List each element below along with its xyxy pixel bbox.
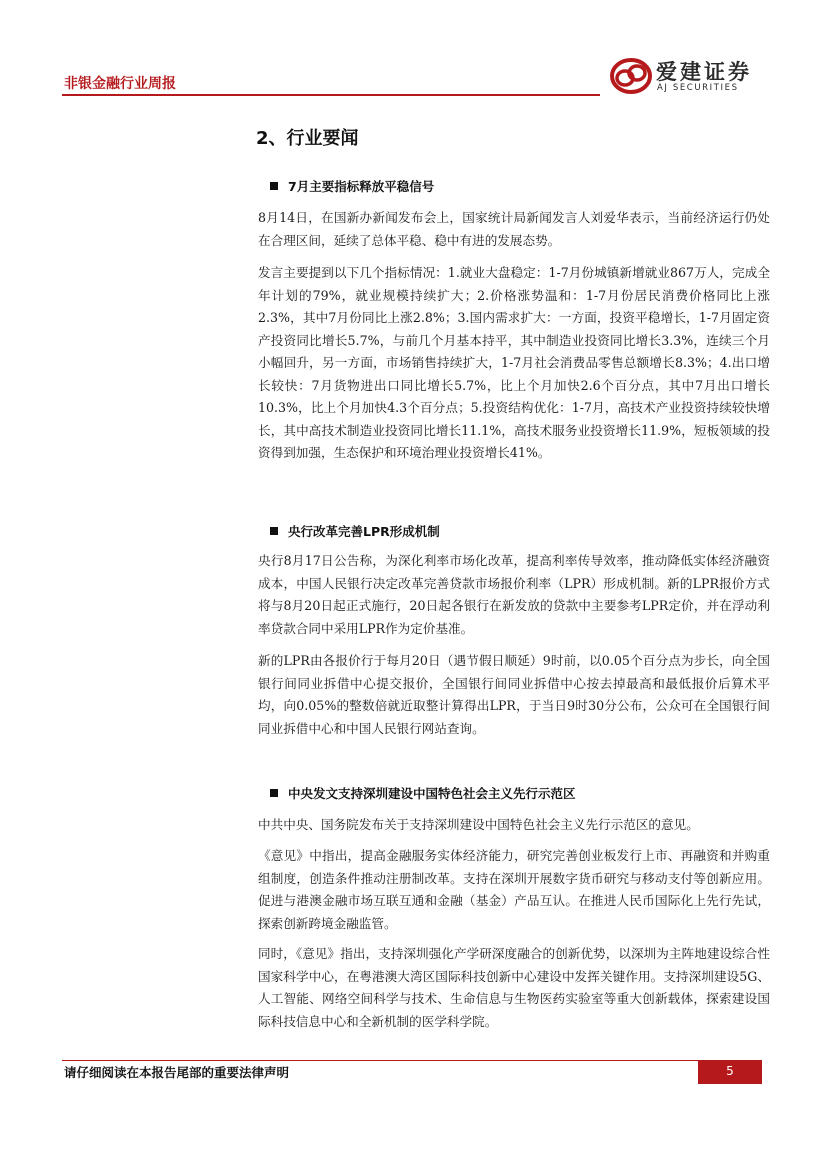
page-number-badge bbox=[698, 1060, 762, 1084]
news-paragraph: 新的LPR由各报价行于每月20日（遇节假日顺延）9时前，以0.05个百分点为步长，向全国银行间同业拆借中心提交报价，全国银行间同业拆借中心按去掉最高和最低报价后算术平均，向0.05%的整数倍就近取整计算得出LPR，于当日9时30分公布，公众可在全国银行间同业拆借中心和中国人民银行网站查询。 bbox=[258, 653, 770, 736]
news-heading-text: 央行改革完善LPR形成机制 bbox=[288, 524, 440, 539]
report-type-title: 非银金融行业周报 bbox=[64, 76, 176, 92]
news-heading-text: 中央发文支持深圳建设中国特色社会主义先行示范区 bbox=[288, 786, 576, 801]
square-bullet-icon bbox=[270, 182, 278, 190]
square-bullet-icon bbox=[270, 789, 278, 797]
news-heading-3 bbox=[270, 784, 576, 802]
brand-name-cn: 爱建证券 bbox=[656, 60, 752, 84]
legal-disclaimer: 请仔细阅读在本报告尾部的重要法律声明 bbox=[64, 1065, 290, 1080]
page-number: 5 bbox=[726, 1064, 734, 1078]
section-title: 2、行业要闻 bbox=[256, 128, 359, 149]
footer-divider bbox=[62, 1060, 762, 1061]
header-divider bbox=[62, 94, 600, 96]
news-paragraph: 央行8月17日公告称，为深化利率市场化改革，提高利率传导效率，推动降低实体经济融资成本，中国人民银行决定改革完善贷款市场报价利率（LPR）形成机制。新的LPR报价方式将与8月20日起正式施行，20日起各银行在新发放的贷款中主要参考LPR定价，并在浮动利率贷款合同中采用LPR作为定价基准。 bbox=[258, 553, 770, 636]
news-paragraph: 8月14日，在国新办新闻发布会上，国家统计局新闻发言人刘爱华表示，当前经济运行仍处在合理区间，延续了总体平稳、稳中有进的发展态势。 bbox=[258, 210, 770, 248]
news-heading-2 bbox=[270, 522, 440, 540]
brand-name-en: AJ SECURITIES bbox=[657, 83, 739, 93]
news-heading-1 bbox=[270, 177, 434, 195]
news-paragraph: 中共中央、国务院发布关于支持深圳建设中国特色社会主义先行示范区的意见。 bbox=[258, 817, 699, 832]
news-paragraph: 发言主要提到以下几个指标情况：1.就业大盘稳定：1-7月份城镇新增就业867万人，完成全年计划的79%，就业规模持续扩大；2.价格涨势温和：1-7月份居民消费价格同比上涨2.3%，其中7月份同比上涨2.8%；3.国内需求扩大：一方面，投资平稳增长，1-7月固定资产投资同比增长5.7%，与前几个月基本持平，其中制造业投资同比增长3.3%，连续三个月小幅回升，另一方面，市场销售持续扩大，1-7月社会消费品零售总额增长8.3%；4.出口增长较快：7月货物进出口同比增长5.7%，比上个月加快2.6个百分点，其中7月出口增长10.3%，比上个月加快4.3个百分点；5.投资结构优化：1-7月，高技术产业投资持续较快增长，其中高技术制造业投资同比增长11.1%，高技术服务业投资增长11.9%，短板领域的投资得到加强，生态保护和环境治理业投资增长41%。 bbox=[258, 265, 770, 460]
brand-logo bbox=[610, 56, 770, 96]
news-paragraph: 《意见》中指出，提高金融服务实体经济能力，研究完善创业板发行上市、再融资和并购重组制度，创造条件推动注册制改革。支持在深圳开展数字货币研究与移动支付等创新应用。促进与港澳金融市场互联互通和金融（基金）产品互认。在推进人民币国际化上先行先试，探索创新跨境金融监管。 bbox=[258, 848, 770, 931]
news-paragraph: 同时，《意见》指出，支持深圳强化产学研深度融合的创新优势，以深圳为主阵地建设综合性国家科学中心，在粤港澳大湾区国际科技创新中心建设中发挥关键作用。支持深圳建设5G、人工智能、网络空间科学与技术、生命信息与生物医药实验室等重大创新载体，探索建设国际科技信息中心和全新机制的医学科学院。 bbox=[258, 946, 770, 1029]
news-heading-text: 7月主要指标释放平稳信号 bbox=[288, 179, 435, 194]
aj-securities-logo-icon bbox=[610, 56, 652, 96]
square-bullet-icon bbox=[270, 527, 278, 535]
